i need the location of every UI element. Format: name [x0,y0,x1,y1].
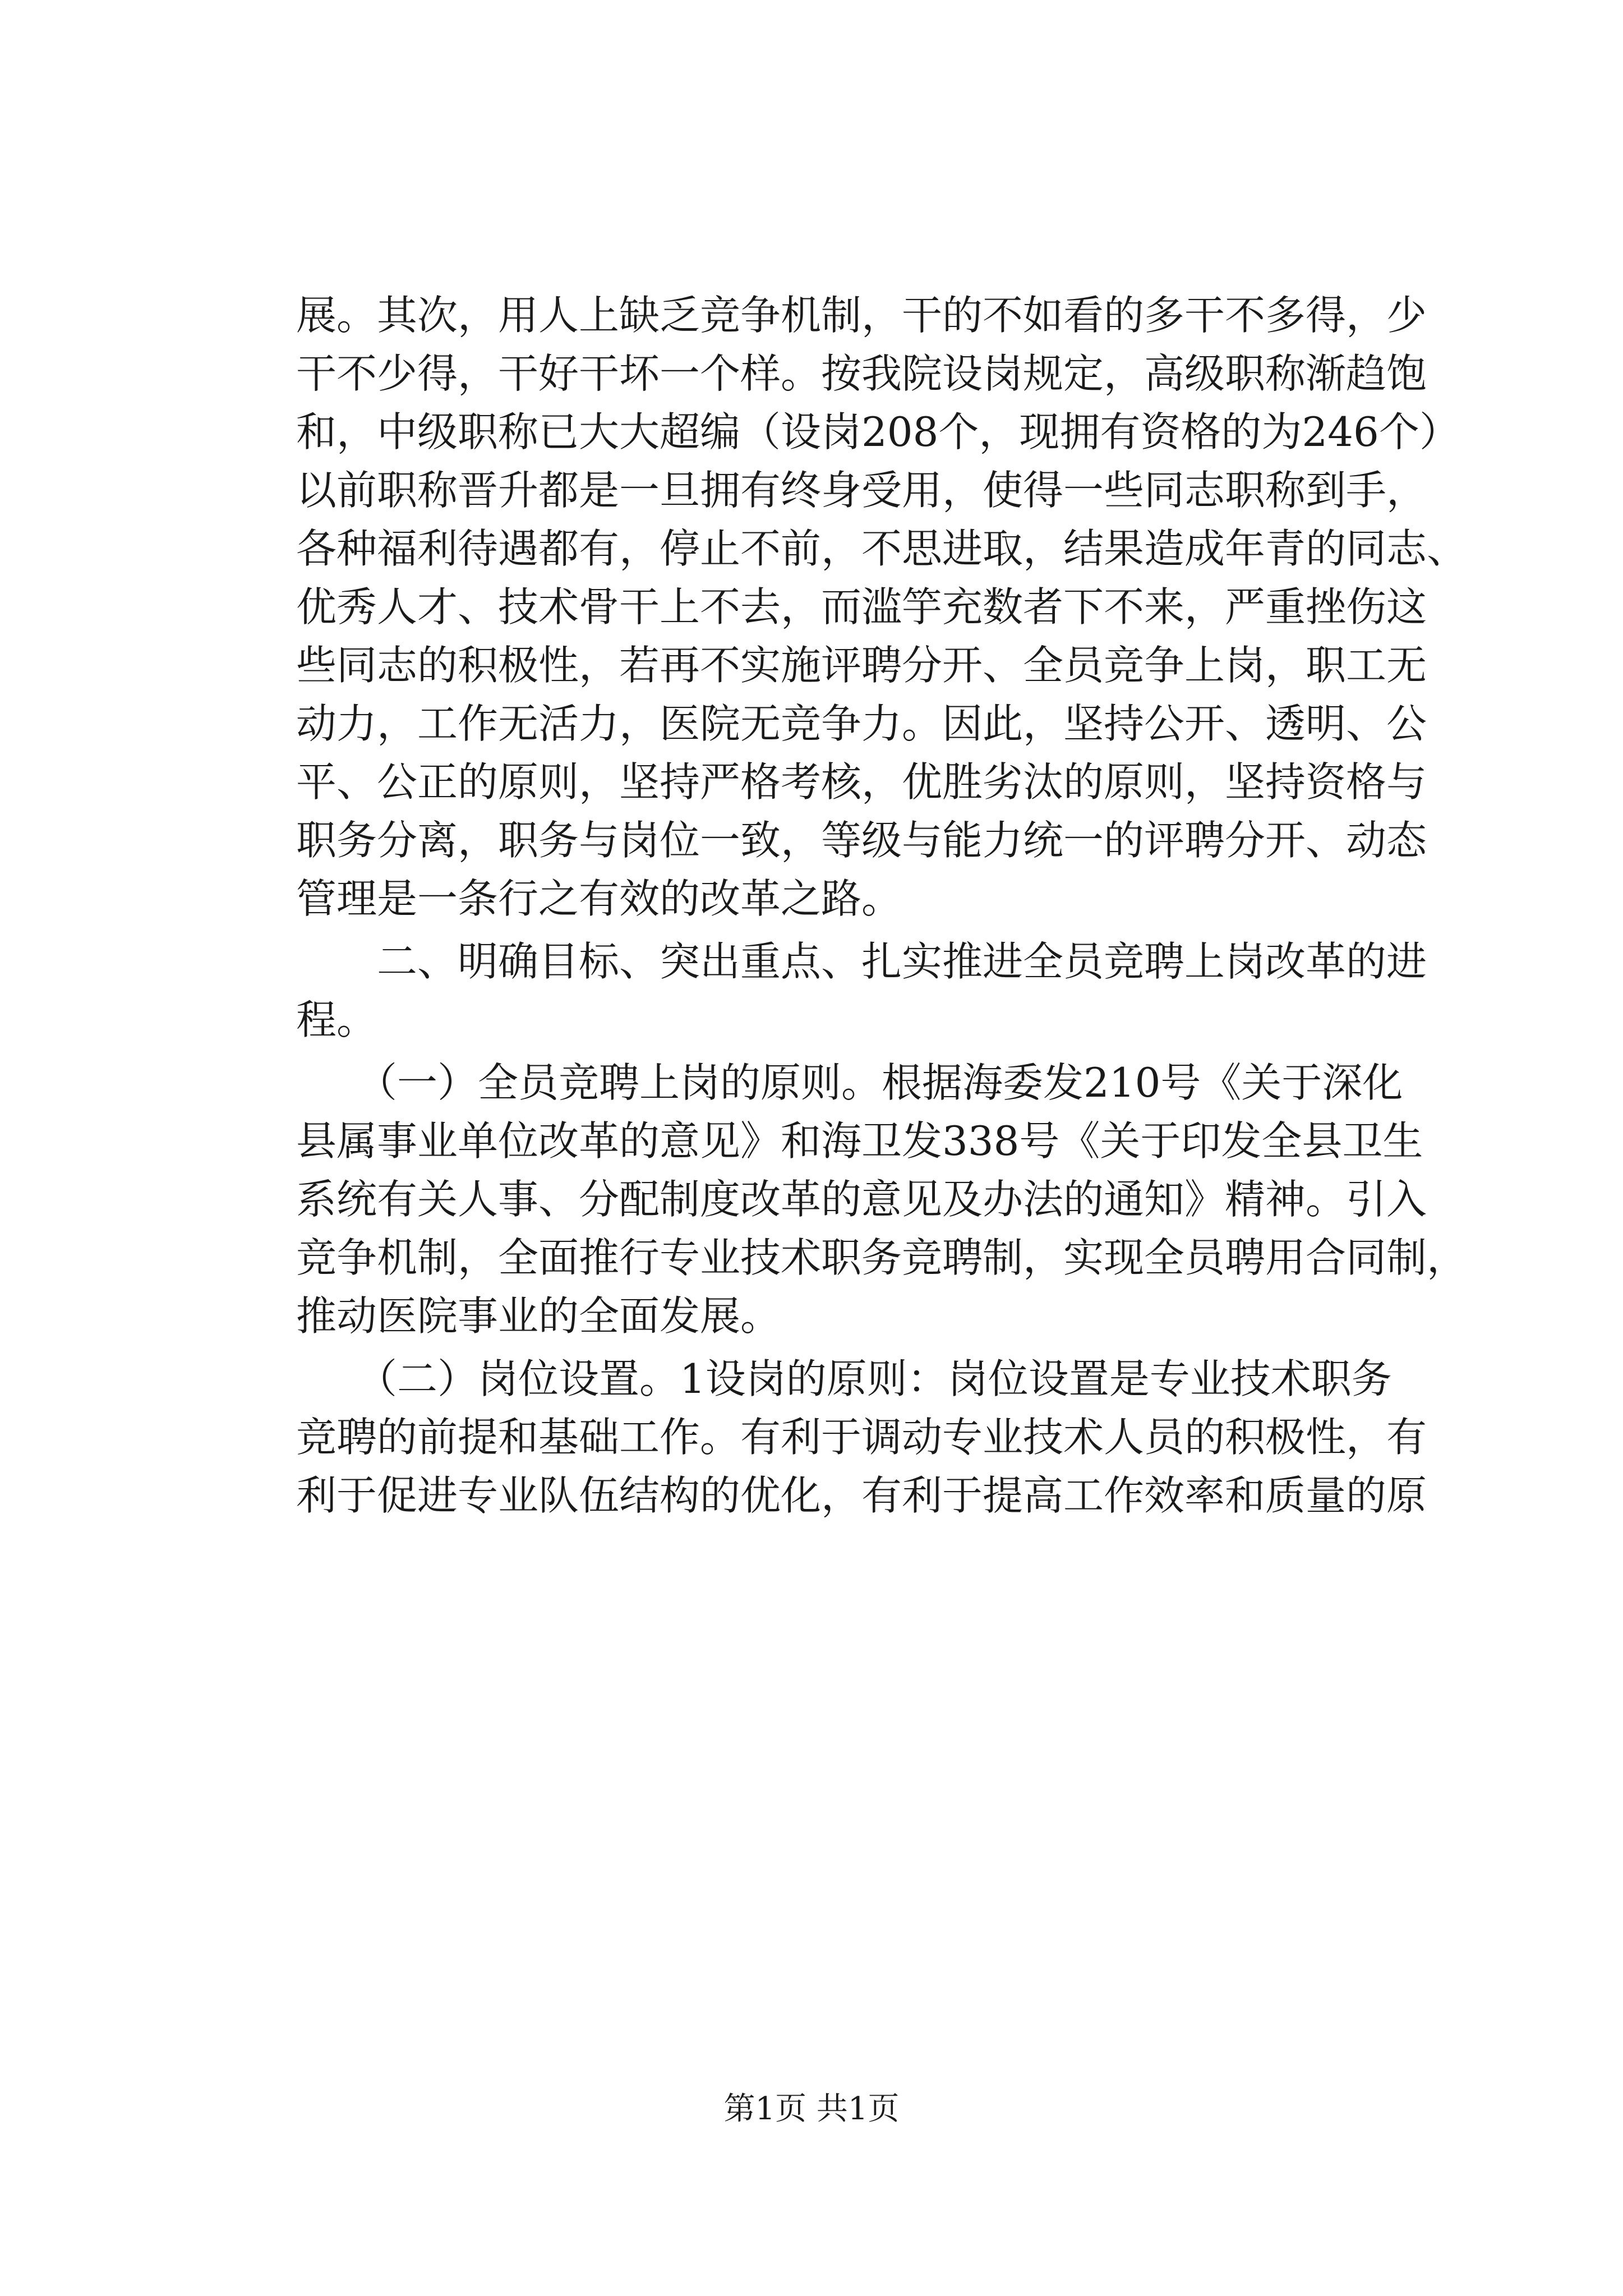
paragraph-3 [296,1053,1468,1345]
text-line: 程。 [296,996,377,1043]
text-line: 二、明确目标、突出重点、扎实推进全员竞聘上岗改革的进 [296,938,1427,985]
text-line: 竞聘的前提和基础工作。有利于调动专业技术人员的积极性，有 [296,1414,1427,1461]
paragraph-2 [296,932,1427,1049]
paragraph-gap [296,1049,1407,1053]
text-line: 竞争机制，全面推行专业技术职务竞聘制，实现全员聘用合同制， [296,1234,1468,1281]
text-line: 各种福利待遇都有，停止不前，不思进取，结果造成年青的同志、 [296,525,1468,572]
paragraph-4 [296,1350,1427,1525]
text-line: 利于促进专业队伍结构的优化，有利于提高工作效率和质量的原 [296,1472,1427,1519]
page-number-label: 第1页 共1页 [723,2091,900,2127]
text-line: 优秀人才、技术骨干上不去，而滥竽充数者下不来，严重挫伤这 [296,583,1427,631]
text-line: 干不少得，干好干坏一个样。按我院设岗规定，高级职称渐趋饱 [296,350,1427,397]
text-line: 些同志的积极性，若再不实施评聘分开、全员竞争上岗，职工无 [296,642,1427,689]
document-body [296,286,1468,1525]
paragraph-1 [296,286,1468,928]
paragraph-gap [296,928,1407,932]
page-footer [0,2087,1623,2132]
text-line: 职务分离，职务与岗位一致，等级与能力统一的评聘分开、动态 [296,817,1427,864]
text-line: 和，中级职称已大大超编（设岗208个，现拥有资格的为246个） [296,408,1460,455]
text-line: 推动医院事业的全面发展。 [296,1292,781,1340]
paragraph-gap [296,1345,1407,1350]
text-line: 以前职称晋升都是一旦拥有终身受用，使得一些同志职称到手， [296,467,1427,514]
text-line: 动力，工作无活力，医院无竞争力。因此，坚持公开、透明、公 [296,700,1427,747]
text-line: 系统有关人事、分配制度改革的意见及办法的通知》精神。引入 [296,1176,1427,1223]
text-line: 管理是一条行之有效的改革之路。 [296,875,902,922]
text-line: （二）岗位设置。1设岗的原则：岗位设置是专业技术职务 [296,1355,1392,1402]
text-line: 平、公正的原则，坚持严格考核，优胜劣汰的原则，坚持资格与 [296,758,1427,806]
text-line: 展。其次，用人上缺乏竞争机制，干的不如看的多干不多得，少 [296,292,1427,339]
text-line: （一）全员竞聘上岗的原则。根据海委发210号《关于深化 [296,1059,1403,1106]
text-line: 县属事业单位改革的意见》和海卫发338号《关于印发全县卫生 [296,1117,1423,1165]
